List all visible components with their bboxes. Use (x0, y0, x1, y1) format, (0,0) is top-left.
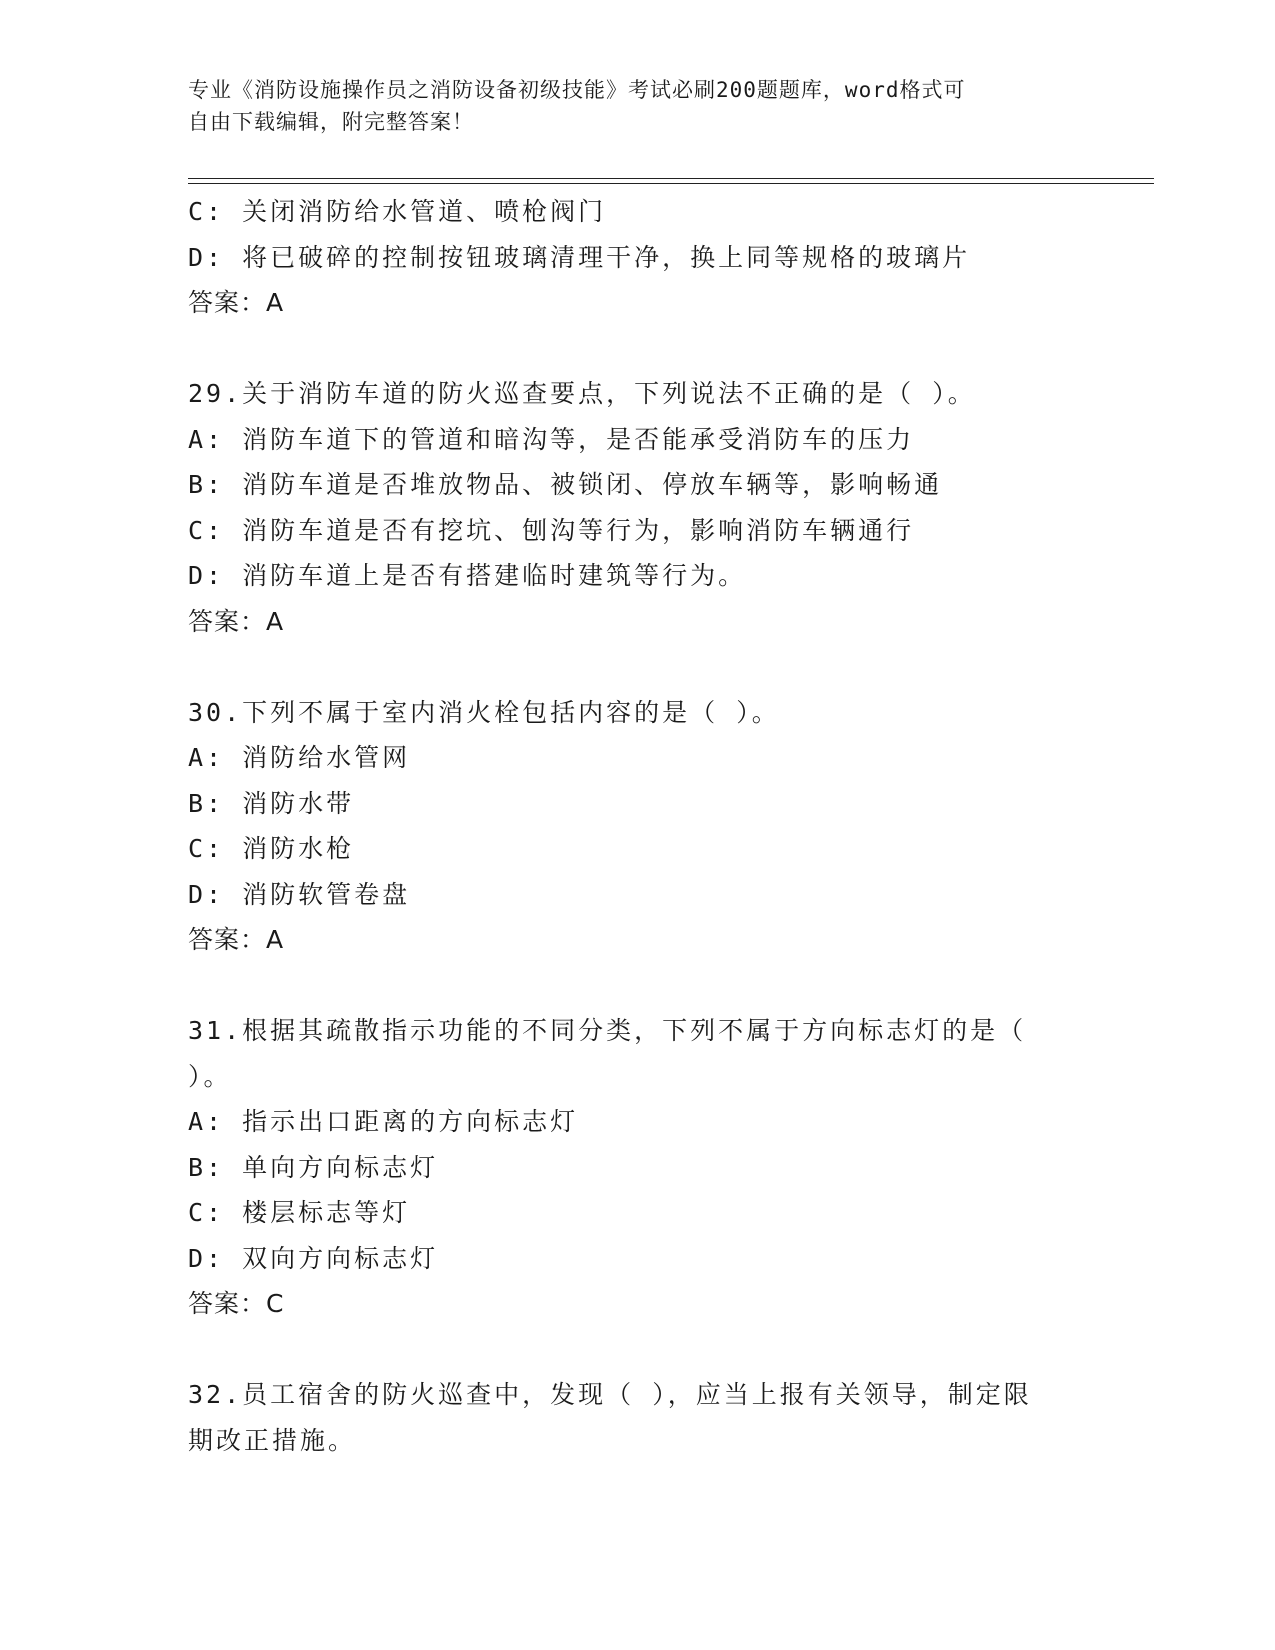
question-stem: 32.员工宿舍的防火巡查中，发现（ ），应当上报有关领导，制定限 (188, 1380, 1032, 1409)
document-body (188, 189, 1088, 1463)
answer-line: 答案：A (188, 288, 285, 317)
option-b: B: 消防水带 (188, 788, 355, 818)
question-30 (188, 690, 1088, 963)
option-c: C: 楼层标志等灯 (188, 1198, 411, 1227)
option-c: C: 消防水枪 (188, 834, 355, 863)
question-stem-continued: ）。 (188, 1061, 232, 1091)
option-a: A: 消防车道下的管道和暗沟等，是否能承受消防车的压力 (188, 424, 915, 454)
option-d: D: 消防车道上是否有搭建临时建筑等行为。 (188, 561, 747, 590)
question-29 (188, 371, 1088, 644)
option-c: C: 关闭消防给水管道、喷枪阀门 (188, 197, 607, 226)
page-header (188, 74, 1088, 138)
option-d: D: 消防软管卷盘 (188, 879, 411, 909)
header-divider-top (188, 178, 1154, 179)
answer-line: 答案：A (188, 606, 285, 636)
option-d: D: 双向方向标志灯 (188, 1243, 439, 1273)
answer-line: 答案：C (188, 1289, 285, 1318)
header-line-2: 自由下载编辑，附完整答案！ (188, 110, 474, 134)
question-stem: 29.关于消防车道的防火巡查要点，下列说法不正确的是（ ）。 (188, 379, 976, 408)
header-line-1: 专业《消防设施操作员之消防设备初级技能》考试必刷200题题库，word格式可 (188, 78, 966, 102)
answer-line: 答案：A (188, 925, 285, 954)
question-28-tail (188, 189, 1088, 326)
question-stem-continued: 期改正措施。 (188, 1425, 357, 1455)
option-b: B: 单向方向标志灯 (188, 1152, 439, 1182)
header-divider-bottom (188, 183, 1154, 184)
question-stem: 31.根据其疏散指示功能的不同分类，下列不属于方向标志灯的是（ (188, 1016, 1027, 1045)
question-stem: 30.下列不属于室内消火栓包括内容的是（ ）。 (188, 697, 780, 727)
option-a: A: 消防给水管网 (188, 743, 411, 772)
option-c: C: 消防车道是否有挖坑、刨沟等行为，影响消防车辆通行 (188, 515, 915, 545)
question-32 (188, 1372, 1088, 1463)
option-b: B: 消防车道是否堆放物品、被锁闭、停放车辆等，影响畅通 (188, 470, 943, 499)
question-31 (188, 1008, 1088, 1327)
option-a: A: 指示出口距离的方向标志灯 (188, 1107, 579, 1136)
option-d: D: 将已破碎的控制按钮玻璃清理干净，换上同等规格的玻璃片 (188, 242, 971, 272)
